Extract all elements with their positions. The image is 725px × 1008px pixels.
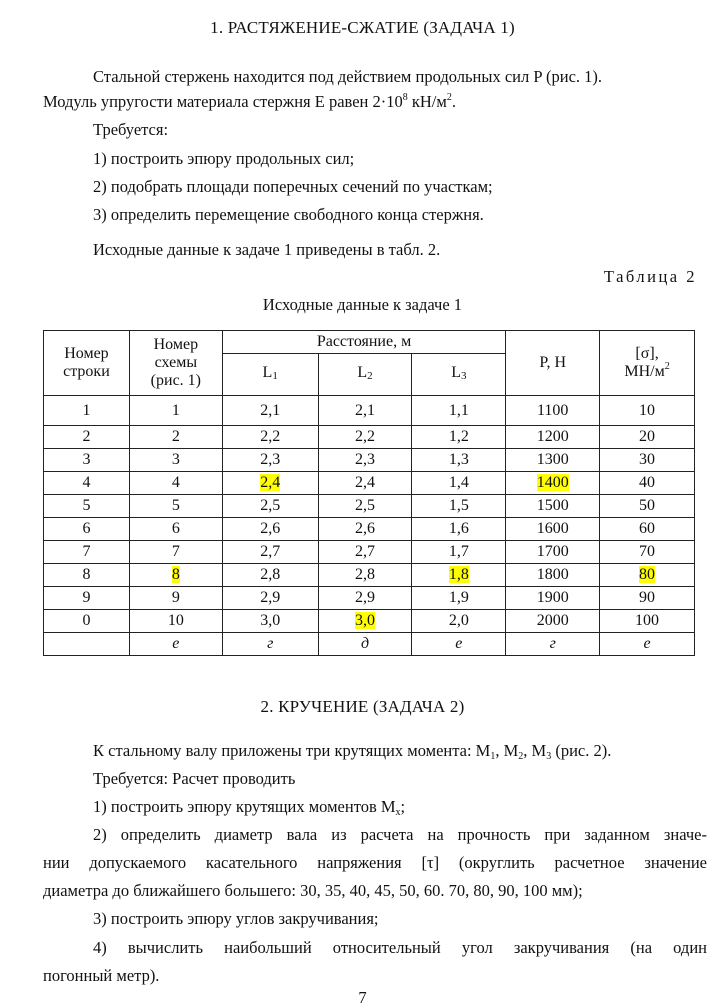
- header-distance: Расстояние, м: [222, 331, 505, 354]
- table-row: [44, 587, 695, 610]
- cell-l3: [412, 564, 506, 587]
- cell-value: 2: [171, 428, 180, 445]
- section2-title: 2. КРУЧЕНИЕ (ЗАДАЧА 2): [260, 697, 465, 716]
- cell-p: [506, 518, 600, 541]
- header-L3: L3: [412, 354, 506, 396]
- cell-scheme: [129, 396, 222, 426]
- section1-intro-line1: Стальной стержень находится под действием продольных сил P (рис. 1).: [93, 67, 603, 86]
- cell-value: 2,2: [355, 428, 376, 445]
- cell-row: [44, 396, 130, 426]
- cell-value: 1,2: [448, 428, 469, 445]
- cell-value: 2,6: [355, 520, 376, 537]
- cell-p: [506, 472, 600, 495]
- cell-value: 1800: [536, 566, 569, 583]
- cell-value: 2000: [536, 612, 569, 629]
- cell-value: 1,1: [448, 401, 469, 419]
- cell-value: 10: [639, 401, 656, 419]
- cell-l2: [318, 518, 412, 541]
- cell-value: 8: [82, 566, 91, 583]
- cell-scheme: [129, 587, 222, 610]
- cell-p: [506, 541, 600, 564]
- table-row: [44, 426, 695, 449]
- table-row: [44, 564, 695, 587]
- cell-value: 5: [82, 497, 91, 514]
- section1-data-ref: Исходные данные к задаче 1 приведены в табл. 2.: [93, 240, 441, 259]
- cell-l2: [318, 541, 412, 564]
- table-row: [44, 495, 695, 518]
- section1-task-1: 1) построить эпюру продольных сил;: [93, 149, 355, 168]
- footer-cell-l2: д: [318, 633, 412, 656]
- section1-intro-line2: Модуль упругости материала стержня E равен $2\cdot 10^8$ $кН/м^2$.: [43, 92, 456, 111]
- cell-l1: [222, 396, 318, 426]
- cell-value: 80: [639, 566, 656, 583]
- cell-value: 1,6: [448, 520, 469, 537]
- cell-l2: [318, 495, 412, 518]
- cell-l2: [318, 564, 412, 587]
- cell-l2: [318, 426, 412, 449]
- table-footer-row: [44, 633, 695, 656]
- cell-l3: [412, 610, 506, 633]
- data-table: [43, 330, 695, 656]
- cell-sigma: [600, 426, 695, 449]
- cell-value: 100: [635, 612, 660, 629]
- section2-task-1: 1) построить эпюру крутящих моментов $M_x$;: [93, 797, 406, 818]
- cell-value: 8: [171, 566, 180, 583]
- header-force: P, Н: [506, 331, 600, 396]
- cell-sigma: [600, 610, 695, 633]
- cell-value: 7: [82, 543, 91, 560]
- cell-p: [506, 587, 600, 610]
- cell-l1: [222, 518, 318, 541]
- cell-row: [44, 541, 130, 564]
- cell-value: 1600: [536, 520, 569, 537]
- cell-value: 3,0: [260, 612, 281, 629]
- cell-row: [44, 426, 130, 449]
- section2-intro: К стальному валу приложены три крутящих момента: $M_1$, $M_2$, $M_3$ (рис. 2).: [93, 741, 612, 762]
- cell-l2: [318, 396, 412, 426]
- section2-task-3: 3) построить эпюру углов закручивания;: [93, 909, 379, 928]
- cell-value: 7: [171, 543, 180, 560]
- section2-task-2-line3: диаметра до ближайшего большего: 30, 35, 40, 45, 50, 60. 70, 80, 90, 100 мм);: [43, 881, 583, 900]
- cell-l1: [222, 610, 318, 633]
- cell-value: 2,6: [260, 520, 281, 537]
- cell-value: 2,3: [355, 451, 376, 468]
- cell-row: [44, 564, 130, 587]
- cell-value: 1200: [536, 428, 569, 445]
- cell-scheme: [129, 472, 222, 495]
- cell-value: 40: [639, 474, 656, 491]
- cell-value: 2,7: [355, 543, 376, 560]
- cell-value: 1900: [536, 589, 569, 606]
- cell-sigma: [600, 396, 695, 426]
- cell-value: 9: [171, 589, 180, 606]
- cell-l2: [318, 610, 412, 633]
- cell-row: [44, 610, 130, 633]
- cell-scheme: [129, 426, 222, 449]
- header-L1: L1: [222, 354, 318, 396]
- section2-task-2-line2: нии допускаемого касательного напряжения [τ] (округлить расчетное значение: [43, 853, 707, 872]
- section1-task-3: 3) определить перемещение свободного конца стержня.: [93, 205, 484, 224]
- cell-value: 6: [171, 520, 180, 537]
- cell-value: 5: [171, 497, 180, 514]
- table-row: [44, 472, 695, 495]
- cell-value: 2,1: [260, 401, 281, 419]
- cell-row: [44, 472, 130, 495]
- cell-sigma: [600, 449, 695, 472]
- cell-value: 20: [639, 428, 656, 445]
- cell-scheme: [129, 564, 222, 587]
- cell-value: 1700: [536, 543, 569, 560]
- cell-l1: [222, 564, 318, 587]
- header-L2: L2: [318, 354, 412, 396]
- cell-l3: [412, 426, 506, 449]
- cell-value: 1,7: [448, 543, 469, 560]
- section1-required: Требуется:: [93, 120, 169, 139]
- cell-l1: [222, 472, 318, 495]
- cell-l2: [318, 587, 412, 610]
- cell-l2: [318, 472, 412, 495]
- cell-value: 2,0: [448, 612, 469, 629]
- cell-value: 2,3: [260, 451, 281, 468]
- footer-cell-l3: е: [412, 633, 506, 656]
- cell-value: 3: [171, 451, 180, 468]
- table-label: Таблица 2: [603, 267, 697, 286]
- header-scheme-number: Номер схемы (рис. 1): [129, 331, 222, 396]
- cell-p: [506, 610, 600, 633]
- footer-cell-l1: г: [222, 633, 318, 656]
- section2-task-4-line1: 4) вычислить наибольший относительный угол закручивания (на один: [93, 938, 707, 957]
- cell-sigma: [600, 564, 695, 587]
- cell-value: 2,4: [355, 474, 376, 491]
- cell-value: 90: [639, 589, 656, 606]
- cell-value: 0: [82, 612, 91, 629]
- cell-l3: [412, 396, 506, 426]
- footer-cell-scheme: е: [129, 633, 222, 656]
- cell-value: 2,9: [260, 589, 281, 606]
- cell-value: 1,5: [448, 497, 469, 514]
- cell-scheme: [129, 495, 222, 518]
- section2-required: Требуется: Расчет проводить: [93, 769, 296, 788]
- cell-value: 50: [639, 497, 656, 514]
- cell-value: 4: [171, 474, 180, 491]
- cell-p: [506, 449, 600, 472]
- cell-l1: [222, 426, 318, 449]
- cell-p: [506, 426, 600, 449]
- cell-value: 1400: [536, 474, 569, 491]
- cell-value: 1,3: [448, 451, 469, 468]
- cell-value: 2,1: [355, 401, 376, 419]
- cell-row: [44, 495, 130, 518]
- cell-value: 2,9: [355, 589, 376, 606]
- cell-sigma: [600, 518, 695, 541]
- cell-sigma: [600, 472, 695, 495]
- cell-value: 2,8: [260, 566, 281, 583]
- cell-value: 4: [82, 474, 91, 491]
- cell-l1: [222, 449, 318, 472]
- cell-l3: [412, 518, 506, 541]
- cell-value: 3,0: [355, 612, 376, 629]
- cell-sigma: [600, 541, 695, 564]
- header-row-number: Номер строки: [44, 331, 130, 396]
- cell-scheme: [129, 449, 222, 472]
- cell-l3: [412, 495, 506, 518]
- cell-p: [506, 495, 600, 518]
- cell-value: 1500: [536, 497, 569, 514]
- cell-sigma: [600, 587, 695, 610]
- cell-value: 2: [82, 428, 91, 445]
- cell-row: [44, 449, 130, 472]
- footer-cell-row: [44, 633, 130, 656]
- cell-value: 70: [639, 543, 656, 560]
- cell-value: 3: [82, 451, 91, 468]
- cell-l3: [412, 541, 506, 564]
- cell-row: [44, 518, 130, 541]
- cell-value: 1100: [536, 401, 569, 419]
- page-number: 7: [358, 988, 367, 1007]
- cell-value: 6: [82, 520, 91, 537]
- cell-scheme: [129, 541, 222, 564]
- footer-cell-p: г: [506, 633, 600, 656]
- cell-l3: [412, 587, 506, 610]
- cell-value: 1: [171, 401, 180, 419]
- cell-p: [506, 564, 600, 587]
- cell-l2: [318, 449, 412, 472]
- cell-row: [44, 587, 130, 610]
- cell-value: 1,9: [448, 589, 469, 606]
- cell-value: 2,5: [355, 497, 376, 514]
- cell-value: 9: [82, 589, 91, 606]
- table-caption: Исходные данные к задаче 1: [262, 295, 463, 314]
- cell-l1: [222, 587, 318, 610]
- table-row: [44, 610, 695, 633]
- header-stress: [σ], $МН/м^2$: [600, 331, 695, 396]
- cell-p: [506, 396, 600, 426]
- cell-value: 1: [82, 401, 91, 419]
- table-row: [44, 396, 695, 426]
- cell-l3: [412, 472, 506, 495]
- cell-value: 2,8: [355, 566, 376, 583]
- section2-task-4-line2: погонный метр).: [43, 966, 160, 985]
- section2-task-2-line1: 2) определить диаметр вала из расчета на прочность при заданном значе-: [93, 825, 707, 844]
- cell-value: 1,4: [448, 474, 469, 491]
- cell-value: 2,4: [260, 474, 281, 491]
- cell-l3: [412, 449, 506, 472]
- cell-value: 10: [167, 612, 184, 629]
- footer-cell-sigma: е: [600, 633, 695, 656]
- section1-task-2: 2) подобрать площади поперечных сечений по участкам;: [93, 177, 493, 196]
- table-row: [44, 449, 695, 472]
- table-row: [44, 541, 695, 564]
- section1-title: 1. РАСТЯЖЕНИЕ-СЖАТИЕ (ЗАДАЧА 1): [210, 18, 515, 37]
- cell-value: 2,2: [260, 428, 281, 445]
- cell-value: 2,7: [260, 543, 281, 560]
- cell-value: 2,5: [260, 497, 281, 514]
- cell-sigma: [600, 495, 695, 518]
- table-row: [44, 518, 695, 541]
- cell-value: 1,8: [448, 566, 469, 583]
- cell-value: 60: [639, 520, 656, 537]
- cell-value: 1300: [536, 451, 569, 468]
- cell-l1: [222, 495, 318, 518]
- cell-scheme: [129, 610, 222, 633]
- cell-scheme: [129, 518, 222, 541]
- cell-l1: [222, 541, 318, 564]
- cell-value: 30: [639, 451, 656, 468]
